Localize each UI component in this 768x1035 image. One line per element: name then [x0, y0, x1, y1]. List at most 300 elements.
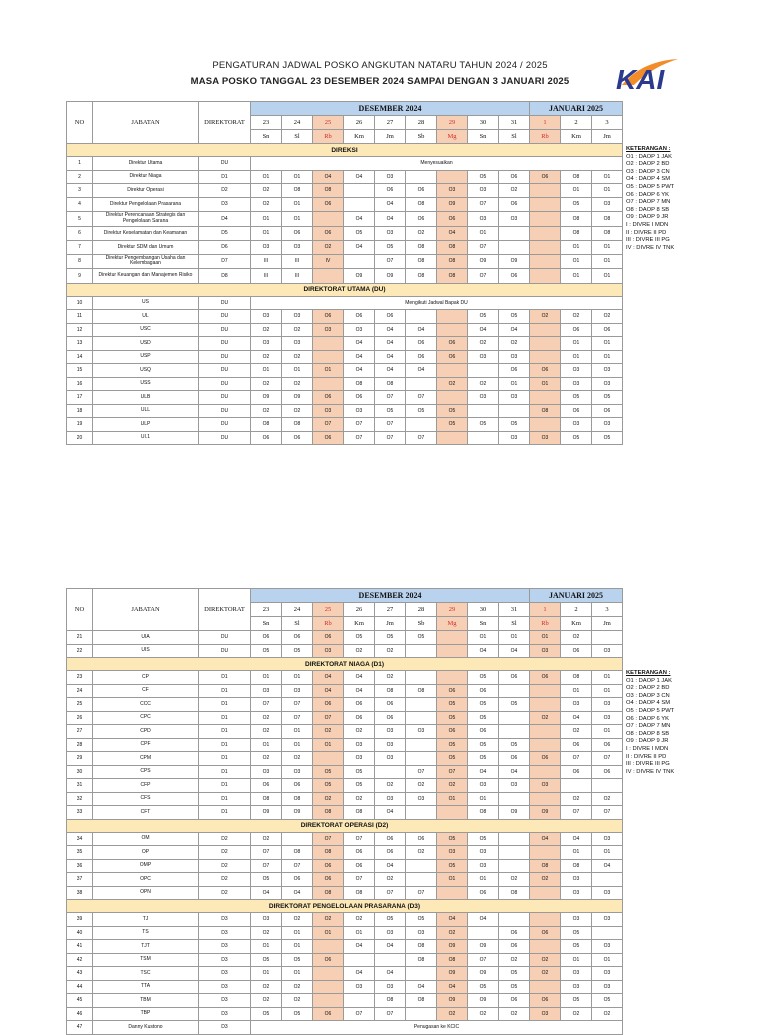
schedule-cell: O5: [561, 431, 592, 445]
row-direktorat: D2: [199, 846, 251, 860]
schedule-cell: [406, 738, 437, 752]
table-row: [67, 170, 623, 184]
row-direktorat: D3: [199, 967, 251, 981]
schedule-cell: O3: [592, 364, 623, 378]
schedule-cell: O7: [561, 806, 592, 820]
table-row: [67, 431, 623, 445]
schedule-cell: O2: [592, 792, 623, 806]
row-number: 40: [67, 926, 93, 940]
schedule-cell: O2: [530, 310, 561, 324]
keterangan-item: II : DIVRE II PD: [626, 229, 667, 236]
schedule-cell: O9: [499, 806, 530, 820]
schedule-cell: O4: [313, 671, 344, 685]
schedule-cell: O4: [375, 859, 406, 873]
header-date: 23: [251, 603, 282, 617]
header-date: 2: [561, 116, 592, 130]
row-jabatan: Direktur Pengembangan Usaha dan Kelembagaan: [93, 254, 199, 269]
schedule-cell: O1: [282, 967, 313, 981]
row-direktorat: DU: [199, 404, 251, 418]
keterangan-item: III : DIVRE III PG: [626, 761, 670, 768]
table-row: [67, 269, 623, 284]
row-direktorat: D3: [199, 1007, 251, 1021]
schedule-cell: O6: [406, 337, 437, 351]
schedule-cell: O1: [468, 873, 499, 887]
schedule-cell: O8: [406, 269, 437, 284]
schedule-cell: [437, 170, 468, 184]
table-row: [67, 323, 623, 337]
header-day: Sn: [468, 617, 499, 631]
schedule-cell: O1: [561, 254, 592, 269]
row-jabatan: CPM: [93, 752, 199, 766]
header-direktorat: DIREKTORAT: [199, 589, 251, 631]
table-row: [67, 738, 623, 752]
schedule-cell: O1: [282, 671, 313, 685]
schedule-cell: O5: [282, 1007, 313, 1021]
schedule-cell: O3: [406, 792, 437, 806]
schedule-cell: O3: [592, 967, 623, 981]
table-row: [67, 698, 623, 712]
schedule-cell: [499, 725, 530, 739]
header-day: Km: [344, 130, 375, 144]
table-row: [67, 980, 623, 994]
row-jabatan: Danny Kustono: [93, 1021, 199, 1035]
schedule-cell: [530, 698, 561, 712]
schedule-cell: O4: [313, 170, 344, 184]
schedule-cell: O7: [375, 431, 406, 445]
row-jabatan: Direktur Operasi: [93, 184, 199, 198]
schedule-cell: O5: [375, 241, 406, 255]
schedule-cell: O6: [313, 873, 344, 887]
row-jabatan: USD: [93, 337, 199, 351]
table-row: [67, 631, 623, 645]
schedule-cell: [499, 711, 530, 725]
row-number: 31: [67, 779, 93, 793]
schedule-cell: O2: [251, 980, 282, 994]
schedule-cell: O8: [406, 254, 437, 269]
schedule-cell: O1: [561, 337, 592, 351]
schedule-cell: III: [251, 269, 282, 284]
schedule-cell: O2: [561, 631, 592, 645]
section-label: DIREKSI: [67, 144, 623, 157]
schedule-cell: O2: [313, 241, 344, 255]
row-number: 42: [67, 953, 93, 967]
schedule-cell: [530, 197, 561, 212]
logo-text: KAI: [616, 64, 665, 93]
schedule-cell: O2: [468, 1007, 499, 1021]
schedule-cell: III: [251, 254, 282, 269]
schedule-cell: O7: [592, 752, 623, 766]
schedule-cell: O8: [592, 212, 623, 227]
schedule-cell: O7: [344, 418, 375, 432]
header-month-january: JANUARI 2025: [530, 589, 623, 603]
keterangan-item: O5 : DAOP 5 PWT: [626, 707, 675, 714]
schedule-cell: O7: [282, 698, 313, 712]
schedule-cell: O1: [251, 738, 282, 752]
table-row: [67, 684, 623, 698]
header-date: 29: [437, 116, 468, 130]
schedule-cell: O6: [344, 698, 375, 712]
schedule-cell: O6: [530, 926, 561, 940]
header-date: 29: [437, 603, 468, 617]
header-date: 27: [375, 116, 406, 130]
schedule-cell: O4: [344, 350, 375, 364]
keterangan-item: IV : DIVRE IV TNK: [626, 768, 675, 775]
schedule-cell: O5: [468, 752, 499, 766]
schedule-cell: O6: [499, 994, 530, 1008]
schedule-cell: [499, 226, 530, 241]
schedule-cell: [530, 241, 561, 255]
schedule-cell: O5: [561, 391, 592, 405]
schedule-cell: O4: [468, 644, 499, 658]
schedule-cell: [530, 418, 561, 432]
schedule-cell: O2: [406, 846, 437, 860]
header-date: 27: [375, 603, 406, 617]
schedule-cell: [530, 323, 561, 337]
schedule-cell: O6: [313, 859, 344, 873]
row-jabatan: TS: [93, 926, 199, 940]
schedule-cell: O5: [499, 310, 530, 324]
schedule-cell: O2: [468, 377, 499, 391]
schedule-cell: O2: [530, 873, 561, 887]
row-direktorat: D1: [199, 738, 251, 752]
row-direktorat: D1: [199, 170, 251, 184]
schedule-cell: O9: [468, 940, 499, 954]
table-row: [67, 752, 623, 766]
schedule-cell: O5: [344, 631, 375, 645]
schedule-cell: O8: [437, 254, 468, 269]
schedule-cell: O8: [406, 994, 437, 1008]
schedule-cell: O3: [530, 431, 561, 445]
table-row: [67, 940, 623, 954]
schedule-cell: O5: [561, 940, 592, 954]
schedule-cell: O8: [313, 886, 344, 900]
schedule-cell: O4: [344, 170, 375, 184]
schedule-cell: O5: [437, 859, 468, 873]
row-direktorat: D5: [199, 226, 251, 241]
schedule-cell: O5: [344, 226, 375, 241]
header-date: 1: [530, 603, 561, 617]
row-jabatan: Direktur SDM dan Umum: [93, 241, 199, 255]
schedule-cell: O7: [313, 832, 344, 846]
row-number: 47: [67, 1021, 93, 1035]
schedule-cell: O6: [499, 197, 530, 212]
schedule-cell: O6: [499, 269, 530, 284]
row-jabatan: CPC: [93, 711, 199, 725]
schedule-cell: O3: [375, 926, 406, 940]
row-jabatan: ULP: [93, 418, 199, 432]
schedule-cell: O6: [592, 323, 623, 337]
row-jabatan: USQ: [93, 364, 199, 378]
schedule-cell: O7: [437, 765, 468, 779]
header-day: Sl: [282, 617, 313, 631]
row-direktorat: DU: [199, 418, 251, 432]
header-day: Km: [561, 617, 592, 631]
schedule-cell: O3: [282, 337, 313, 351]
schedule-cell: O8: [561, 170, 592, 184]
table-row: [67, 337, 623, 351]
schedule-cell: O6: [437, 725, 468, 739]
schedule-cell: [406, 873, 437, 887]
row-number: 16: [67, 377, 93, 391]
schedule-cell: O6: [406, 212, 437, 227]
schedule-cell: O7: [468, 269, 499, 284]
row-direktorat: DU: [199, 310, 251, 324]
row-jabatan: CPF: [93, 738, 199, 752]
schedule-cell: O2: [251, 926, 282, 940]
schedule-cell: O4: [437, 980, 468, 994]
schedule-cell: [530, 940, 561, 954]
row-number: 3: [67, 184, 93, 198]
schedule-cell: O3: [592, 832, 623, 846]
table-row: [67, 967, 623, 981]
row-number: 11: [67, 310, 93, 324]
schedule-cell: O6: [561, 738, 592, 752]
schedule-cell: O3: [592, 913, 623, 927]
header-day: Jm: [592, 617, 623, 631]
schedule-cell: O4: [468, 913, 499, 927]
row-number: 22: [67, 644, 93, 658]
section-label: DIREKTORAT NIAGA (D1): [67, 658, 623, 671]
schedule-cell: O6: [344, 310, 375, 324]
row-jabatan: US: [93, 296, 199, 310]
table-row: [67, 212, 623, 227]
schedule-cell: O1: [561, 241, 592, 255]
row-number: 13: [67, 337, 93, 351]
schedule-cell: O6: [561, 644, 592, 658]
schedule-cell: O1: [561, 953, 592, 967]
schedule-cell: O4: [561, 832, 592, 846]
schedule-cell: [530, 980, 561, 994]
table-row: [67, 377, 623, 391]
schedule-cell: [344, 953, 375, 967]
schedule-cell: O7: [282, 711, 313, 725]
schedule-cell: [344, 184, 375, 198]
row-direktorat: D7: [199, 254, 251, 269]
schedule-cell: O1: [251, 226, 282, 241]
row-number: 35: [67, 846, 93, 860]
schedule-cell: [344, 994, 375, 1008]
schedule-cell: O2: [561, 1007, 592, 1021]
schedule-cell: O4: [375, 940, 406, 954]
row-number: 27: [67, 725, 93, 739]
table-row: [67, 994, 623, 1008]
title-line-2: MASA POSKO TANGGAL 23 DESEMBER 2024 SAMPAI DENGAN 3 JANUARI 2025: [190, 76, 570, 87]
schedule-cell: O4: [437, 913, 468, 927]
row-direktorat: D2: [199, 832, 251, 846]
schedule-cell: O3: [468, 859, 499, 873]
schedule-cell: O8: [530, 404, 561, 418]
schedule-cell: [406, 418, 437, 432]
section-label: DIREKTORAT UTAMA (DU): [67, 283, 623, 296]
schedule-cell: O5: [282, 953, 313, 967]
keterangan-item: O2 : DAOP 2 BD: [626, 161, 670, 168]
row-direktorat: D3: [199, 940, 251, 954]
row-direktorat: DU: [199, 364, 251, 378]
row-jabatan: ULL: [93, 404, 199, 418]
schedule-cell: [530, 765, 561, 779]
schedule-cell: O4: [468, 323, 499, 337]
schedule-cell: [592, 631, 623, 645]
schedule-cell: O8: [344, 886, 375, 900]
schedule-cell: O6: [530, 994, 561, 1008]
schedule-cell: O8: [406, 684, 437, 698]
row-number: 6: [67, 226, 93, 241]
table-row: [67, 391, 623, 405]
row-number: 23: [67, 671, 93, 685]
schedule-cell: O7: [282, 859, 313, 873]
schedule-cell: O1: [251, 967, 282, 981]
schedule-cell: [406, 377, 437, 391]
schedule-cell: O5: [468, 698, 499, 712]
row-jabatan: OM: [93, 832, 199, 846]
schedule-cell: O5: [437, 404, 468, 418]
row-jabatan: Direktur Utama: [93, 157, 199, 171]
header-no: NO: [67, 102, 93, 144]
row-number: 21: [67, 631, 93, 645]
schedule-cell: O1: [468, 226, 499, 241]
schedule-cell: O3: [561, 873, 592, 887]
schedule-cell: O3: [499, 431, 530, 445]
row-direktorat: DU: [199, 431, 251, 445]
keterangan-item: O9 : DAOP 9 JR: [626, 214, 669, 221]
schedule-cell: O6: [375, 184, 406, 198]
schedule-cell: O4: [344, 337, 375, 351]
schedule-cell: O5: [437, 738, 468, 752]
row-number: 43: [67, 967, 93, 981]
keterangan-item: O3 : DAOP 3 CN: [626, 692, 670, 699]
schedule-cell: [406, 967, 437, 981]
schedule-cell: O6: [499, 752, 530, 766]
schedule-cell: O3: [344, 323, 375, 337]
schedule-cell: O1: [282, 197, 313, 212]
row-number: 28: [67, 738, 93, 752]
row-direktorat: DU: [199, 337, 251, 351]
schedule-cell: O4: [344, 671, 375, 685]
row-direktorat: D6: [199, 241, 251, 255]
schedule-cell: O5: [592, 391, 623, 405]
schedule-cell: O3: [282, 241, 313, 255]
row-direktorat: D1: [199, 779, 251, 793]
header-jabatan: JABATAN: [93, 589, 199, 631]
header-day: Jm: [375, 617, 406, 631]
schedule-cell: [406, 752, 437, 766]
schedule-cell: O5: [468, 418, 499, 432]
schedule-cell: O9: [437, 940, 468, 954]
schedule-cell: [437, 310, 468, 324]
schedule-cell: O6: [468, 684, 499, 698]
schedule-cell: O3: [251, 241, 282, 255]
schedule-cell: O1: [313, 926, 344, 940]
row-jabatan: TJT: [93, 940, 199, 954]
keterangan-legend-page-2: [626, 670, 674, 776]
header-month-december: DESEMBER 2024: [251, 589, 530, 603]
row-jabatan: CFS: [93, 792, 199, 806]
schedule-cell: O5: [437, 418, 468, 432]
schedule-cell: [499, 913, 530, 927]
schedule-cell: O1: [561, 846, 592, 860]
schedule-cell: O3: [468, 846, 499, 860]
row-jabatan: OMP: [93, 859, 199, 873]
schedule-cell: O1: [592, 337, 623, 351]
schedule-cell: [313, 212, 344, 227]
row-jabatan: ULB: [93, 391, 199, 405]
row-jabatan: CP: [93, 671, 199, 685]
keterangan-legend-page-1: [626, 146, 674, 252]
table-row: [67, 913, 623, 927]
section-label: DIREKTORAT OPERASI (D2): [67, 819, 623, 832]
schedule-cell: [499, 859, 530, 873]
header-date: 31: [499, 116, 530, 130]
schedule-cell: O6: [561, 404, 592, 418]
table-row: [67, 1021, 623, 1035]
schedule-cell: O5: [344, 779, 375, 793]
table-row: [67, 859, 623, 873]
row-direktorat: D1: [199, 671, 251, 685]
schedule-cell: O8: [313, 184, 344, 198]
row-jabatan: USP: [93, 350, 199, 364]
schedule-cell: O7: [468, 241, 499, 255]
schedule-cell: O7: [344, 1007, 375, 1021]
schedule-cell: O2: [251, 404, 282, 418]
schedule-cell: O7: [406, 431, 437, 445]
schedule-cell: O6: [406, 350, 437, 364]
row-direktorat: D3: [199, 913, 251, 927]
schedule-cell: O6: [375, 698, 406, 712]
schedule-cell: O6: [437, 350, 468, 364]
row-number: 46: [67, 1007, 93, 1021]
schedule-cell: O9: [251, 806, 282, 820]
row-number: 5: [67, 212, 93, 227]
schedule-table-page-2: [66, 588, 623, 1035]
schedule-cell: [313, 980, 344, 994]
schedule-cell: O2: [437, 779, 468, 793]
schedule-cell: [592, 779, 623, 793]
row-number: 12: [67, 323, 93, 337]
keterangan-title: KETERANGAN :: [626, 670, 671, 676]
row-number: 25: [67, 698, 93, 712]
schedule-cell: O6: [499, 926, 530, 940]
schedule-cell: IV: [313, 254, 344, 269]
schedule-cell: O3: [406, 725, 437, 739]
table-row: [67, 254, 623, 269]
row-direktorat: D1: [199, 698, 251, 712]
schedule-cell: O7: [468, 197, 499, 212]
schedule-cell: [282, 832, 313, 846]
schedule-cell: O2: [251, 711, 282, 725]
schedule-cell: O3: [313, 644, 344, 658]
schedule-cell: O6: [499, 940, 530, 954]
schedule-cell: O6: [313, 310, 344, 324]
keterangan-item: O4 : DAOP 4 SM: [626, 700, 671, 707]
schedule-cell: O8: [282, 846, 313, 860]
schedule-cell: O2: [282, 980, 313, 994]
section-row: [67, 144, 623, 157]
schedule-cell: O3: [344, 752, 375, 766]
header-day: Sn: [251, 130, 282, 144]
schedule-cell: O2: [282, 994, 313, 1008]
schedule-cell: [530, 846, 561, 860]
schedule-cell: O6: [313, 631, 344, 645]
schedule-cell: O7: [344, 832, 375, 846]
schedule-cell: O5: [592, 431, 623, 445]
row-number: 36: [67, 859, 93, 873]
schedule-cell: O6: [313, 953, 344, 967]
schedule-cell: O9: [530, 806, 561, 820]
row-number: 44: [67, 980, 93, 994]
row-number: 45: [67, 994, 93, 1008]
schedule-cell: [375, 953, 406, 967]
table-row: [67, 184, 623, 198]
